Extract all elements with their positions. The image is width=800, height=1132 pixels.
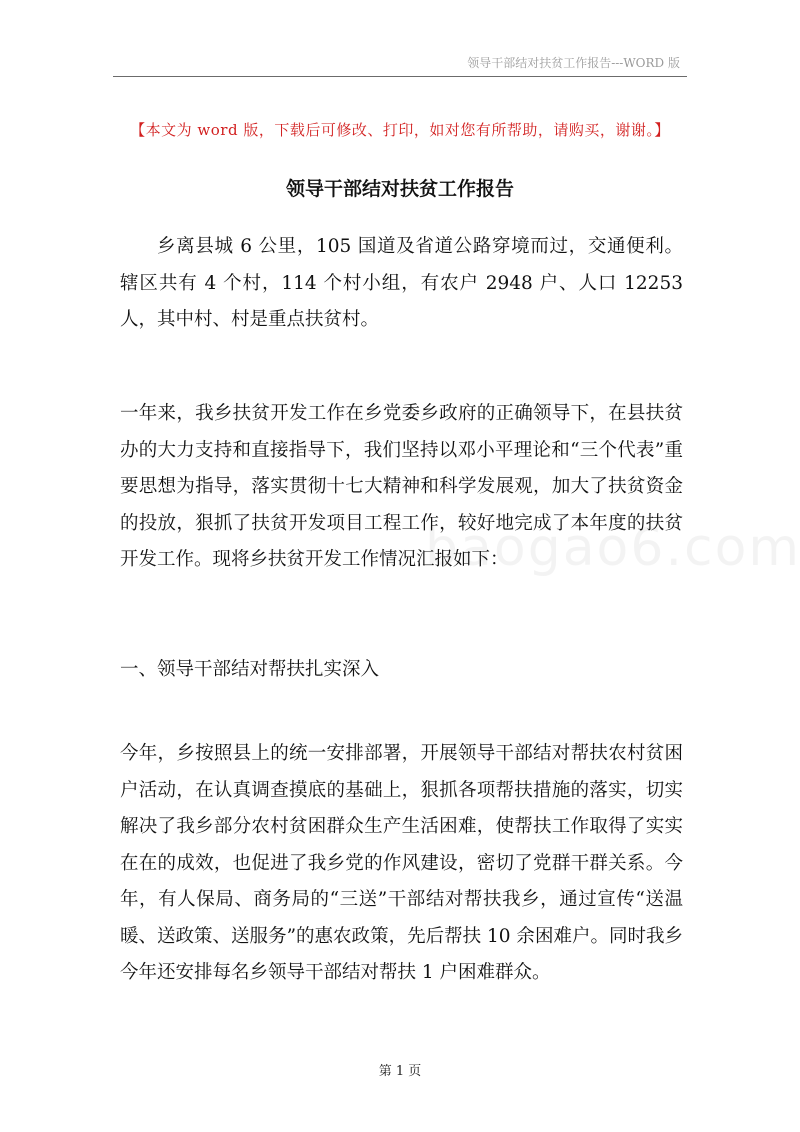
document-title: 领导干部结对扶贫工作报告: [285, 178, 514, 200]
section-heading: 一、领导干部结对帮扶扎实深入: [120, 659, 380, 680]
page-number: 第 1 页: [378, 1064, 422, 1079]
paragraph-overview: 一年来，我乡扶贫开发工作在乡党委乡政府的正确领导下，在县扶贫办的大力支持和直接指导下，我们坚持以邓小平理论和“三个代表”重要思想为指导，落实贯彻十七大精神和科学发展观，加大了扶贫资金的投放，狠抓了扶贫开发项目工程工作，较好地完成了本年度的扶贫开发工作。现将乡扶贫开发工作情况汇报如下：: [120, 403, 683, 570]
paragraph-intro: 乡离县城 6 公里，105 国道及省道公路穿境而过，交通便利。辖区共有 4 个村，114 个村小组，有农户 2948 户、人口 12253 人，其中村、村是重点扶贫村。: [120, 236, 683, 330]
purchase-notice: 【本文为 word 版，下载后可修改、打印，如对您有所帮助，请购买，谢谢。】: [130, 121, 670, 139]
paragraph-section-one: 今年，乡按照县上的统一安排部署，开展领导干部结对帮扶农村贫困户活动，在认真调查摸底的基础上，狠抓各项帮扶措施的落实，切实解决了我乡部分农村贫困群众生产生活困难，使帮扶工作取得了实实在在的成效，也促进了我乡党的作风建设，密切了党群干群关系。今年，有人保局、商务局的“三送”干部结对帮扶我乡，通过宣传“送温暖、送政策、送服务”的惠农政策，先后帮扶 10 余困难户。同时我乡今年还安排每名乡领导干部结对帮扶 1 户困难群众。: [120, 743, 683, 983]
header-divider: [113, 76, 687, 77]
running-header: 领导干部结对扶贫工作报告---WORD 版: [467, 56, 680, 70]
